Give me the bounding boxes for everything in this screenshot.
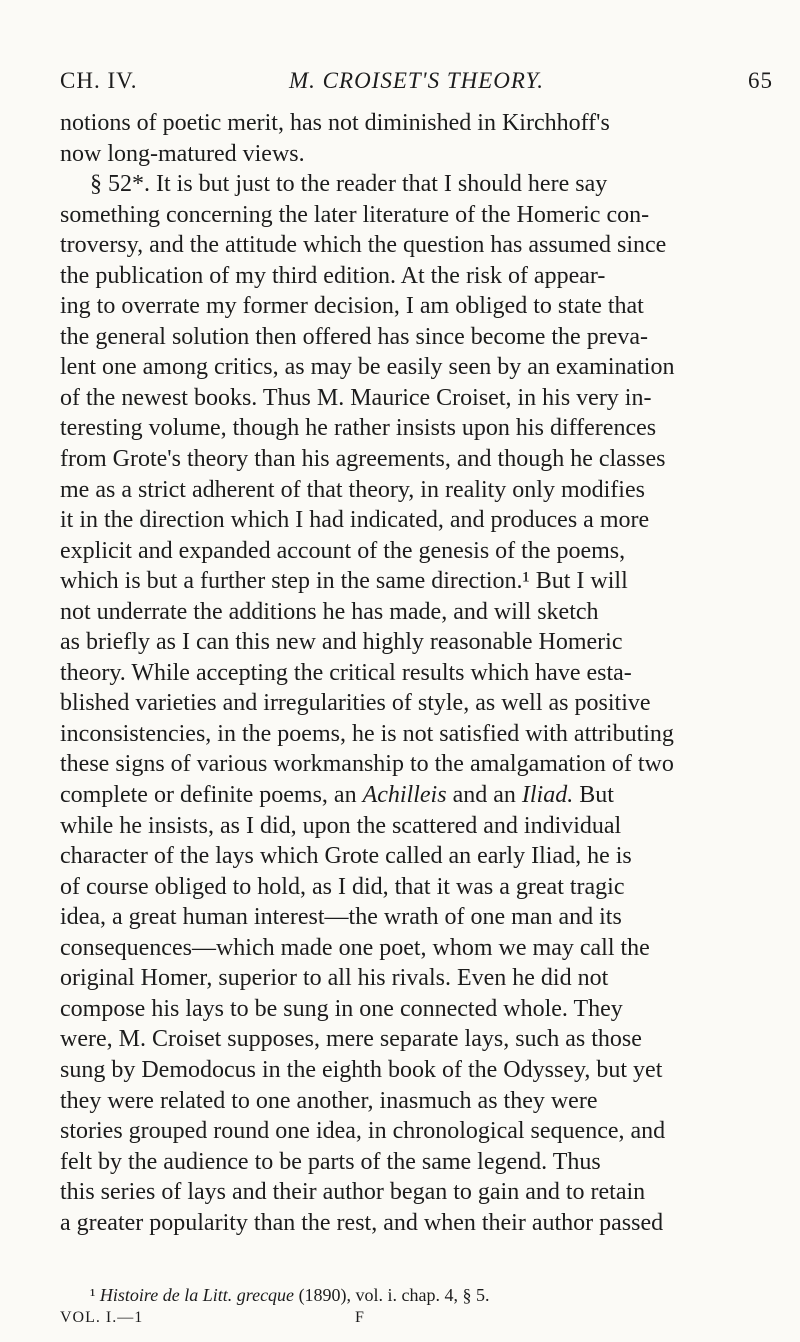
running-header (60, 68, 773, 102)
text-line: something concerning the later literature of the Homeric con- (60, 201, 650, 228)
text-line: were, M. Croiset supposes, mere separate lays, such as those (60, 1026, 642, 1053)
text-line: consequences—which made one poet, whom we may call the (60, 934, 650, 961)
text-line: of course obliged to hold, as I did, that it was a great tragic (60, 873, 625, 900)
signature-mark: F (355, 1309, 365, 1326)
text-line: compose his lays to be sung in one connected whole. They (60, 995, 623, 1022)
footnote-text: ¹ Histoire de la Litt. grecque (1890), vol. i. chap. 4, § 5. (90, 1285, 490, 1305)
text-line: troversy, and the attitude which the question has assumed since (60, 232, 667, 259)
text-line: notions of poetic merit, has not diminished in Kirchhoff's (60, 110, 610, 136)
text-line: it in the direction which I had indicated, and produces a more (60, 507, 650, 534)
chapter-label: CH. IV. (60, 68, 138, 93)
text-line: as briefly as I can this new and highly reasonable Homeric (60, 629, 623, 656)
text-line: stories grouped round one idea, in chronological sequence, and (60, 1118, 666, 1145)
text-line: lent one among critics, as may be easily seen by an examination (60, 354, 675, 381)
text-line: a greater popularity than the rest, and when their author passed (60, 1209, 664, 1236)
text-line: explicit and expanded account of the genesis of the poems, (60, 537, 626, 564)
page-number: 65 (748, 68, 773, 93)
text-line: sung by Demodocus in the eighth book of the Odyssey, but yet (60, 1056, 663, 1083)
text-line: they were related to one another, inasmuch as they were (60, 1087, 598, 1114)
text-line: felt by the audience to be parts of the same legend. Thus (60, 1148, 601, 1175)
text-line: blished varieties and irregularities of style, as well as positive (60, 690, 651, 717)
text-line: this series of lays and their author began to gain and to retain (60, 1179, 646, 1206)
text-line: original Homer, superior to all his rivals. Even he did not (60, 965, 609, 992)
text-line: while he insists, as I did, upon the scattered and individual (60, 812, 622, 839)
text-line: the publication of my third edition. At the risk of appear- (60, 262, 606, 289)
text-line: theory. While accepting the critical results which have esta- (60, 659, 632, 686)
text-line: complete or definite poems, an Achilleis and an Iliad. But (60, 782, 614, 809)
text-line: § 52*. It is but just to the reader that I should here say (90, 171, 608, 198)
running-title: M. CROISET'S THEORY. (289, 68, 544, 93)
text-line: the general solution then offered has since become the preva- (60, 323, 648, 350)
text-line: teresting volume, though he rather insists upon his differences (60, 415, 657, 442)
text-line: now long-matured views. (60, 140, 305, 167)
text-line: inconsistencies, in the poems, he is not satisfied with attributing (60, 720, 674, 747)
text-line: me as a strict adherent of that theory, in reality only modifies (60, 476, 645, 503)
text-line: of the newest books. Thus M. Maurice Croiset, in his very in- (60, 384, 652, 411)
text-line: not underrate the additions he has made, and will sketch (60, 598, 599, 625)
volume-signature: VOL. I.—1 (60, 1309, 144, 1326)
text-line: which is but a further step in the same direction.¹ But I will (60, 568, 628, 595)
text-line: from Grote's theory than his agreements, and though he classes (60, 446, 666, 473)
text-line: ing to overrate my former decision, I am obliged to state that (60, 293, 644, 320)
text-line: these signs of various workmanship to the amalgamation of two (60, 751, 674, 778)
footnote (60, 1283, 773, 1307)
text-line: character of the lays which Grote called an early Iliad, he is (60, 843, 632, 870)
text-line: idea, a great human interest—the wrath of one man and its (60, 904, 622, 931)
body-text (60, 108, 773, 1238)
